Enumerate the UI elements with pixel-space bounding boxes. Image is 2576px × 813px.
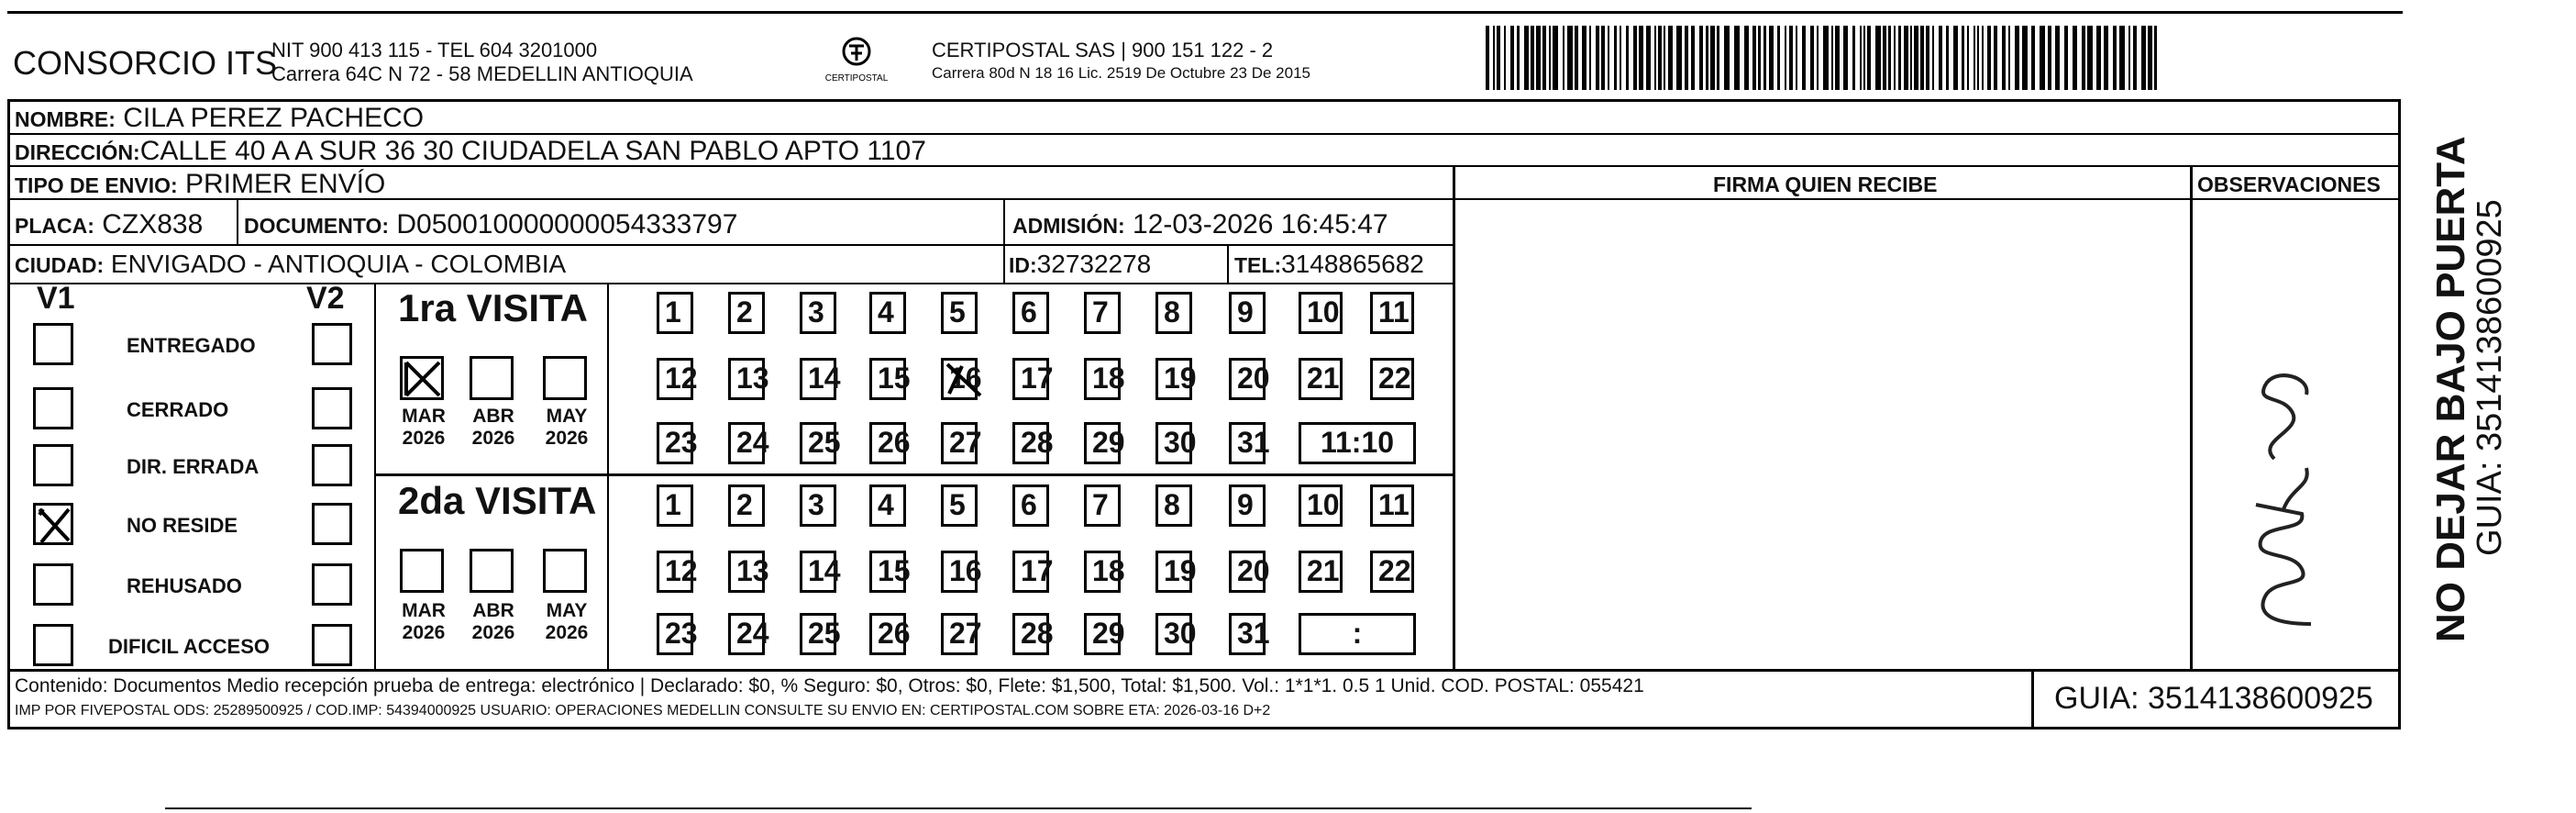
day-box[interactable]: 30 xyxy=(1155,422,1192,464)
day-box[interactable]: 29 xyxy=(1084,613,1121,655)
day-box[interactable]: 28 xyxy=(1012,422,1049,464)
day-box[interactable]: 27 xyxy=(941,422,978,464)
day-box[interactable]: 21 xyxy=(1299,358,1343,400)
month-label: ABR 2026 xyxy=(471,406,515,449)
status-option-label: CERRADO xyxy=(127,398,229,421)
day-box[interactable]: 20 xyxy=(1229,551,1266,593)
day-box[interactable]: 27 xyxy=(941,613,978,655)
day-box[interactable]: 23 xyxy=(657,422,693,464)
v2-checkbox[interactable] xyxy=(312,563,352,606)
company-nit: NIT 900 413 115 - TEL 604 3201000 xyxy=(271,39,598,61)
month-checkbox-may[interactable] xyxy=(543,356,587,400)
day-box[interactable]: 23 xyxy=(657,613,693,655)
top-border xyxy=(7,11,2403,14)
company-name: CONSORCIO ITS xyxy=(13,44,278,82)
day-box[interactable]: 1 xyxy=(657,292,693,334)
documento-field: DOCUMENTO: D050010000000054333797 xyxy=(244,209,738,239)
observaciones-label: OBSERVACIONES xyxy=(2197,173,2381,196)
tear-line xyxy=(165,807,1752,809)
month-checkbox-abr[interactable] xyxy=(470,356,514,400)
day-box[interactable]: 24 xyxy=(728,613,765,655)
day-box[interactable]: 3 xyxy=(800,484,836,527)
v1-checkbox[interactable] xyxy=(33,563,73,606)
v2-checkbox[interactable] xyxy=(312,624,352,666)
day-box[interactable]: 31 xyxy=(1229,422,1266,464)
day-box[interactable]: 3 xyxy=(800,292,836,334)
day-box[interactable]: 11 xyxy=(1370,484,1414,527)
day-box[interactable]: 5 xyxy=(941,292,978,334)
v2-checkbox[interactable] xyxy=(312,503,352,545)
day-box[interactable]: 9 xyxy=(1229,292,1266,334)
day-box[interactable]: 10 xyxy=(1299,292,1343,334)
status-option-label: NO RESIDE xyxy=(127,514,238,537)
tel-field: TEL:3148865682 xyxy=(1234,250,1424,278)
id-field: ID:32732278 xyxy=(1009,250,1152,278)
no-dejar-bajo-puerta: NO DEJAR BAJO PUERTA xyxy=(2428,136,2473,642)
month-label: ABR 2026 xyxy=(471,600,515,643)
status-option-label: ENTREGADO xyxy=(127,334,256,357)
v1-label: V1 xyxy=(37,281,75,316)
carrier-address: Carrera 80d N 18 16 Lic. 2519 De Octubre 23 De 2015 xyxy=(932,64,1310,82)
v1-checkbox[interactable] xyxy=(33,323,73,365)
day-box[interactable]: 12 xyxy=(657,551,693,593)
day-box[interactable]: 17 xyxy=(1012,551,1049,593)
second-visit-title: 2da VISITA xyxy=(398,479,597,522)
svg-text:CERTIPOSTAL: CERTIPOSTAL xyxy=(824,73,889,84)
firma-label: FIRMA QUIEN RECIBE xyxy=(1713,173,1938,196)
nombre-field: NOMBRE: CILA PEREZ PACHECO xyxy=(15,103,425,133)
status-option-label: DIFICIL ACCESO xyxy=(108,635,271,658)
month-checkbox-abr[interactable] xyxy=(470,549,514,593)
day-box[interactable]: 2 xyxy=(728,484,765,527)
day-box[interactable]: 22 xyxy=(1370,551,1414,593)
day-box[interactable]: 6 xyxy=(1012,292,1049,334)
day-box[interactable]: 1 xyxy=(657,484,693,527)
v2-checkbox[interactable] xyxy=(312,444,352,486)
day-box[interactable]: 26 xyxy=(869,613,906,655)
day-box[interactable]: 7 xyxy=(1084,292,1121,334)
day-box[interactable]: 19 xyxy=(1155,551,1192,593)
day-box[interactable]: 30 xyxy=(1155,613,1192,655)
day-box[interactable]: 18 xyxy=(1084,358,1121,400)
day-box[interactable]: 4 xyxy=(869,292,906,334)
side-guia: GUIA: 3514138600925 xyxy=(2471,199,2509,556)
footer-guia: GUIA: 3514138600925 xyxy=(2054,681,2373,716)
day-box[interactable]: 10 xyxy=(1299,484,1343,527)
day-box[interactable]: 15 xyxy=(869,358,906,400)
day-box[interactable]: 4 xyxy=(869,484,906,527)
day-box[interactable]: 25 xyxy=(800,613,836,655)
time-box[interactable]: : xyxy=(1299,613,1416,655)
direccion-field: DIRECCIÓN:CALLE 40 A A SUR 36 30 CIUDADELA SAN PABLO APTO 1107 xyxy=(15,136,926,166)
month-label: MAR 2026 xyxy=(402,600,446,643)
day-box[interactable]: 12 xyxy=(657,358,693,400)
day-box[interactable]: 8 xyxy=(1155,484,1192,527)
v1-checkbox[interactable] xyxy=(33,444,73,486)
tipo-envio-field: TIPO DE ENVIO: PRIMER ENVÍO xyxy=(15,169,386,199)
status-option-label: REHUSADO xyxy=(127,574,242,597)
day-box[interactable]: 14 xyxy=(800,551,836,593)
day-box[interactable]: 6 xyxy=(1012,484,1049,527)
month-checkbox-mar[interactable] xyxy=(400,356,444,400)
day-box[interactable]: 19 xyxy=(1155,358,1192,400)
placa-field: PLACA: CZX838 xyxy=(15,209,204,239)
month-checkbox-mar[interactable] xyxy=(400,549,444,593)
admision-field: ADMISIÓN: 12-03-2026 16:45:47 xyxy=(1012,209,1388,239)
v1-checkbox[interactable] xyxy=(33,624,73,666)
month-label: MAR 2026 xyxy=(402,406,446,449)
day-box[interactable]: 28 xyxy=(1012,613,1049,655)
company-address: Carrera 64C N 72 - 58 MEDELLIN ANTIOQUIA xyxy=(271,62,693,85)
day-box[interactable]: 7 xyxy=(1084,484,1121,527)
day-box[interactable]: 25 xyxy=(800,422,836,464)
month-checkbox-may[interactable] xyxy=(543,549,587,593)
day-box[interactable]: 26 xyxy=(869,422,906,464)
status-option-label: DIR. ERRADA xyxy=(127,455,260,478)
month-label: MAY 2026 xyxy=(545,406,589,449)
day-box[interactable]: 13 xyxy=(728,551,765,593)
footer-contenido: Contenido: Documentos Medio recepción prueba de entrega: electrónico | Declarado: $0, % Seguro: $0, Otros: $0, Flete: $1,500, Total: $1,500. Vol.: 1*1*1. 0.5 1 Unid. COD. POSTAL: 055421 xyxy=(15,675,1644,696)
day-box[interactable]: 13 xyxy=(728,358,765,400)
ciudad-field: CIUDAD: ENVIGADO - ANTIOQUIA - COLOMBIA xyxy=(15,250,567,278)
v2-label: V2 xyxy=(306,281,345,316)
day-box[interactable]: 9 xyxy=(1229,484,1266,527)
day-box[interactable]: 31 xyxy=(1229,613,1266,655)
day-box[interactable]: 5 xyxy=(941,484,978,527)
v1-checkbox[interactable] xyxy=(33,503,73,545)
carrier-name: CERTIPOSTAL SAS | 900 151 122 - 2 xyxy=(932,39,1274,61)
day-box[interactable]: 29 xyxy=(1084,422,1121,464)
day-box[interactable]: 14 xyxy=(800,358,836,400)
day-box[interactable]: 16 xyxy=(941,358,978,400)
day-box[interactable]: 15 xyxy=(869,551,906,593)
barcode xyxy=(1486,26,2164,90)
day-box[interactable]: 18 xyxy=(1084,551,1121,593)
v1-checkbox[interactable] xyxy=(33,387,73,429)
day-box[interactable]: 11 xyxy=(1370,292,1414,334)
certipostal-logo xyxy=(814,35,899,86)
day-box[interactable]: 16 xyxy=(941,551,978,593)
day-box[interactable]: 24 xyxy=(728,422,765,464)
time-box[interactable]: 11:10 xyxy=(1299,422,1416,464)
signature xyxy=(2219,349,2338,642)
first-visit-title: 1ra VISITA xyxy=(398,286,588,329)
month-label: MAY 2026 xyxy=(545,600,589,643)
day-box[interactable]: 17 xyxy=(1012,358,1049,400)
footer-impresion: IMP POR FIVEPOSTAL ODS: 25289500925 / COD.IMP: 54394000925 USUARIO: OPERACIONES MEDELLIN CONSULTE SU ENVIO EN: CERTIPOSTAL.COM SOBRE ETA: 2026-03-16 D+2 xyxy=(15,703,1271,718)
day-box[interactable]: 22 xyxy=(1370,358,1414,400)
day-box[interactable]: 21 xyxy=(1299,551,1343,593)
v2-checkbox[interactable] xyxy=(312,323,352,365)
v2-checkbox[interactable] xyxy=(312,387,352,429)
day-box[interactable]: 8 xyxy=(1155,292,1192,334)
day-box[interactable]: 2 xyxy=(728,292,765,334)
day-box[interactable]: 20 xyxy=(1229,358,1266,400)
